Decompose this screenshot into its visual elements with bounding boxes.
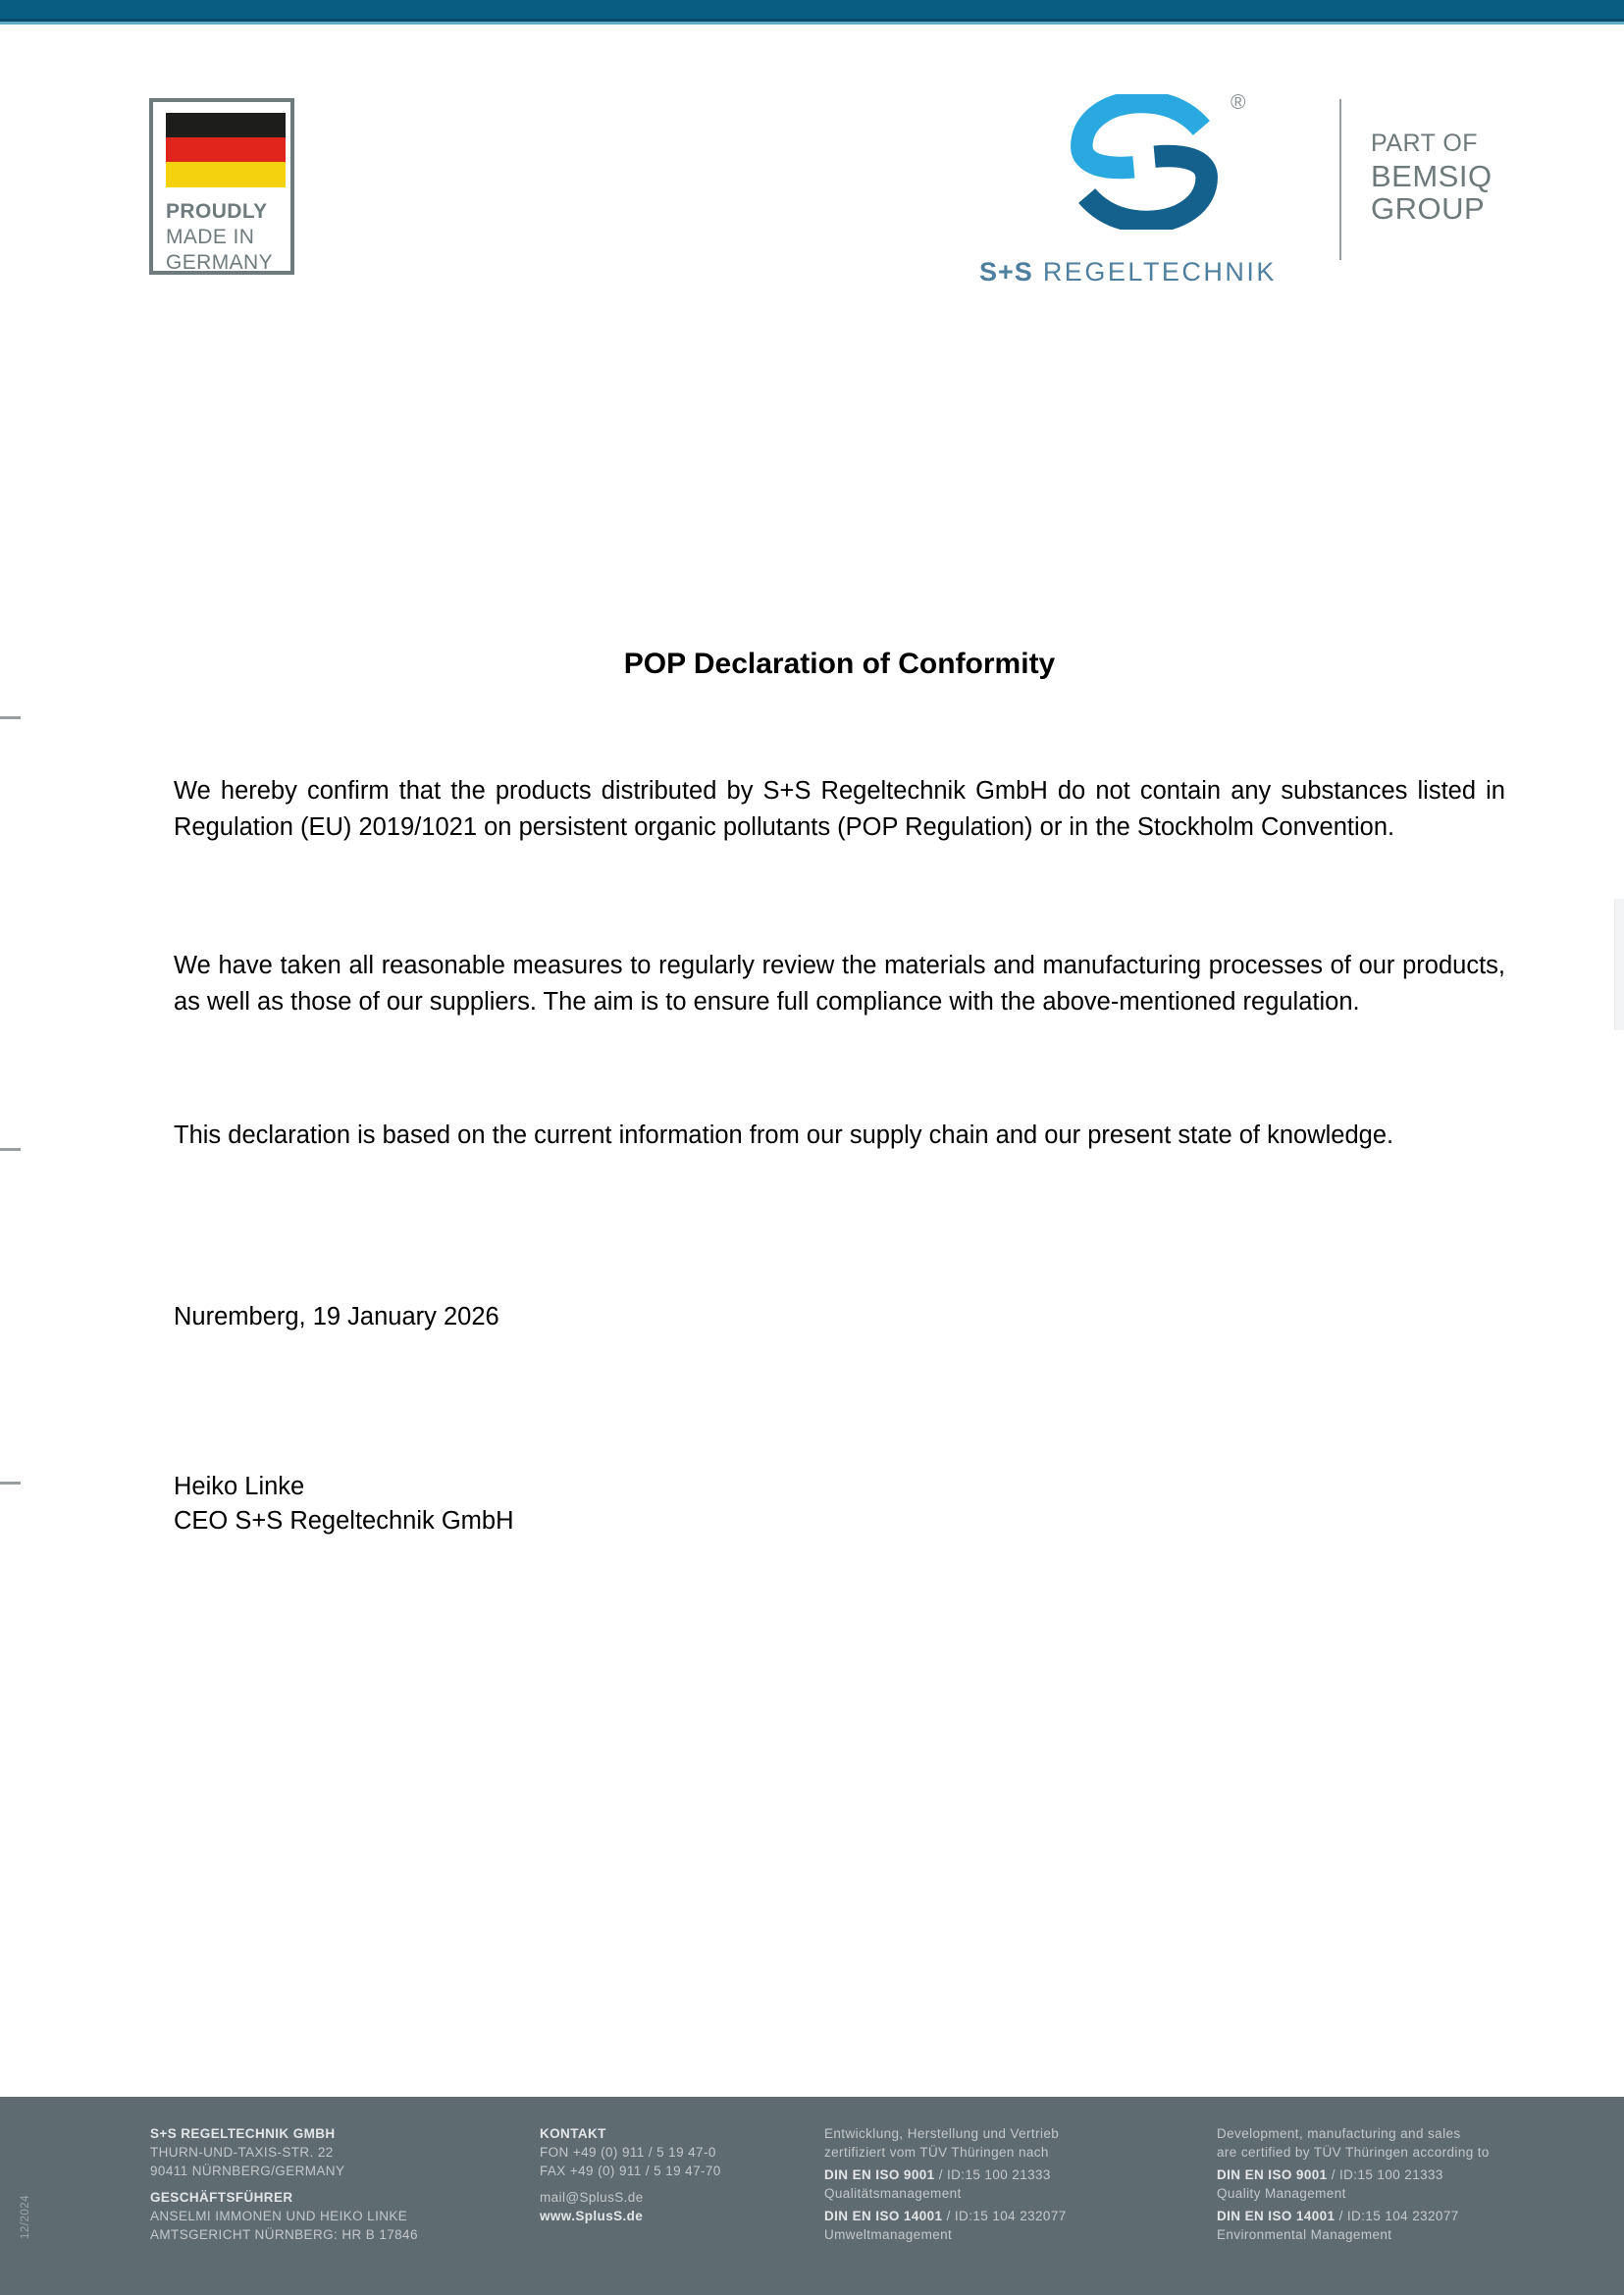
badge-line-made-in: MADE IN bbox=[166, 226, 255, 248]
page-title: POP Declaration of Conformity bbox=[623, 648, 1056, 680]
wordmark-regeltechnik: REGELTECHNIK bbox=[1042, 257, 1277, 287]
german-flag-icon bbox=[166, 113, 286, 187]
footer-website: www.SplusS.de bbox=[540, 2209, 644, 2223]
registered-trademark-icon: ® bbox=[1231, 91, 1246, 114]
signature-role: CEO S+S Regeltechnik GmbH bbox=[174, 1507, 514, 1535]
bemsiq-group-label bbox=[1371, 128, 1493, 225]
sps-logo-icon bbox=[1066, 94, 1223, 235]
date-line: Nuremberg, 19 January 2026 bbox=[174, 1303, 499, 1330]
footer-fax: FAX +49 (0) 911 / 5 19 47-70 bbox=[540, 2164, 721, 2178]
footer-management-label: GESCHÄFTSFÜHRER bbox=[150, 2190, 293, 2205]
cert-en-intro-1: Development, manufacturing and sales bbox=[1217, 2126, 1461, 2141]
footer-phone: FON +49 (0) 911 / 5 19 47-0 bbox=[540, 2145, 716, 2160]
cert-en-iso9001-label: Quality Management bbox=[1217, 2186, 1346, 2201]
logo-divider-line bbox=[1339, 99, 1341, 260]
sps-wordmark bbox=[979, 257, 1372, 287]
footer-company-column bbox=[150, 2124, 418, 2244]
footer-certification-de-column bbox=[824, 2124, 1067, 2244]
signature-name: Heiko Linke bbox=[174, 1473, 305, 1500]
footer-management-names: ANSELMI IMMONEN UND HEIKO LINKE bbox=[150, 2209, 408, 2223]
cert-de-iso9001: DIN EN ISO 9001 / ID:15 100 21333 bbox=[824, 2167, 1051, 2182]
top-bar-main-strip bbox=[0, 0, 1624, 19]
badge-line-proudly: PROUDLY bbox=[166, 200, 268, 223]
document-version-label bbox=[0, 2219, 61, 2239]
paragraph-basis: This declaration is based on the current information from our supply chain and our present state of knowledge. bbox=[174, 1121, 1394, 1149]
signature-block bbox=[174, 1470, 514, 1539]
footer-company-city: 90411 NÜRNBERG/GERMANY bbox=[150, 2164, 345, 2178]
paragraph-measures: We have taken all reasonable measures to regularly review the materials and manufacturing processes of our products, as well as those of our suppliers. The aim is to ensure full compliance with the above-mentioned regulation. bbox=[174, 952, 1505, 1016]
punch-mark-middle bbox=[0, 1148, 21, 1151]
top-bar-light-strip bbox=[0, 22, 1624, 25]
group-text: GROUP bbox=[1371, 191, 1486, 226]
scan-artifact bbox=[1614, 899, 1624, 1030]
cert-de-iso14001: DIN EN ISO 14001 / ID:15 104 232077 bbox=[824, 2209, 1067, 2223]
cert-de-intro-1: Entwicklung, Herstellung und Vertrieb bbox=[824, 2126, 1060, 2141]
footer-company-name: S+S REGELTECHNIK GMBH bbox=[150, 2126, 336, 2141]
badge-line-germany: GERMANY bbox=[166, 251, 273, 274]
cert-de-iso14001-label: Umweltmanagement bbox=[824, 2227, 953, 2242]
footer-email: mail@SplusS.de bbox=[540, 2190, 644, 2205]
footer-certification-en-column bbox=[1217, 2124, 1490, 2244]
bemsiq-text: BEMSIQ bbox=[1371, 159, 1493, 193]
footer-contact-column bbox=[540, 2124, 721, 2225]
cert-en-intro-2: are certified by TÜV Thüringen according to bbox=[1217, 2145, 1490, 2160]
footer-company-street: THURN-UND-TAXIS-STR. 22 bbox=[150, 2145, 334, 2160]
made-in-germany-badge bbox=[149, 98, 294, 275]
badge-text bbox=[166, 199, 290, 276]
cert-en-iso14001: DIN EN ISO 14001 / ID:15 104 232077 bbox=[1217, 2209, 1459, 2223]
part-of-text: PART OF bbox=[1371, 130, 1479, 157]
footer-contact-label: KONTAKT bbox=[540, 2126, 606, 2141]
cert-en-iso14001-label: Environmental Management bbox=[1217, 2227, 1392, 2242]
top-accent-bar bbox=[0, 0, 1624, 25]
cert-de-iso9001-label: Qualitätsmanagement bbox=[824, 2186, 962, 2201]
cert-de-intro-2: zertifiziert vom TÜV Thüringen nach bbox=[824, 2145, 1049, 2160]
cert-en-iso9001: DIN EN ISO 9001 / ID:15 100 21333 bbox=[1217, 2167, 1443, 2182]
footer-bar bbox=[0, 2097, 1624, 2295]
wordmark-sps: S+S bbox=[979, 257, 1033, 287]
footer-register: AMTSGERICHT NÜRNBERG: HR B 17846 bbox=[150, 2227, 418, 2242]
fold-mark-bottom bbox=[0, 1482, 21, 1485]
fold-mark-top bbox=[0, 716, 21, 719]
paragraph-confirmation: We hereby confirm that the products distributed by S+S Regeltechnik GmbH do not contain any substances listed in Regulation (EU) 2019/1021 on persistent organic pollutants (POP Regulation) or in the Stockholm Convention. bbox=[174, 777, 1505, 841]
